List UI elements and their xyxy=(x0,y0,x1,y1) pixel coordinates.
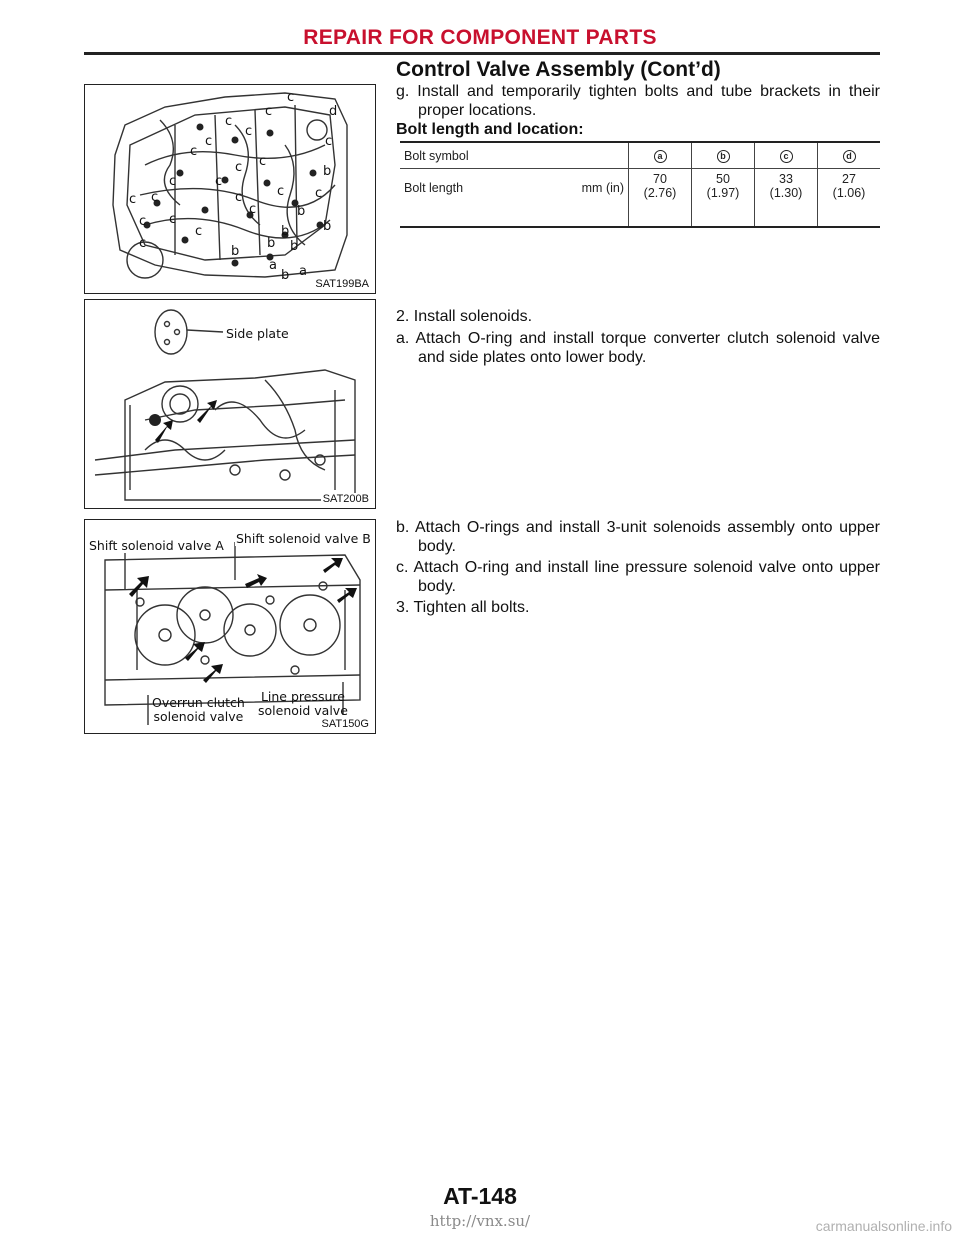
svg-text:c: c xyxy=(169,212,177,227)
svg-text:c: c xyxy=(195,224,203,239)
bolt-length-a: 70 (2.76) xyxy=(629,169,692,228)
step-g-block xyxy=(396,82,880,139)
svg-text:c: c xyxy=(215,174,223,189)
step-2bc-block xyxy=(396,518,880,617)
svg-text:c: c xyxy=(205,134,213,149)
svg-text:c: c xyxy=(129,192,137,207)
bolt-symbol-c: c xyxy=(755,142,818,169)
svg-text:c: c xyxy=(235,190,243,205)
svg-text:b: b xyxy=(297,204,306,219)
step-2: 2. Install solenoids. xyxy=(396,308,533,325)
svg-text:c: c xyxy=(315,186,323,201)
svg-text:b: b xyxy=(267,236,276,251)
watermark: carmanualsonline.info xyxy=(815,1218,952,1234)
line-pressure-line2: solenoid valve xyxy=(258,703,348,718)
step-3: 3. Tighten all bolts. xyxy=(396,599,530,616)
svg-text:c: c xyxy=(277,184,285,199)
svg-text:b: b xyxy=(323,164,332,179)
shift-solenoid-b-label: Shift solenoid valve B xyxy=(236,531,371,546)
overrun-clutch-label xyxy=(151,696,246,724)
svg-text:b: b xyxy=(281,268,290,283)
svg-text:c: c xyxy=(139,214,147,229)
step-2a: a. Attach O-ring and install torque converter clutch solenoid valve and side plates onto lower body. xyxy=(396,330,880,366)
bolt-table xyxy=(400,141,880,228)
svg-text:a: a xyxy=(269,258,277,273)
svg-text:c: c xyxy=(265,104,273,119)
svg-text:c: c xyxy=(151,190,159,205)
header-rule xyxy=(84,52,880,55)
shift-solenoid-a-label: Shift solenoid valve A xyxy=(89,538,224,553)
step-2b: b. Attach O-rings and install 3-unit solenoids assembly onto upper body. xyxy=(396,519,880,555)
svg-text:c: c xyxy=(235,160,243,175)
figure-bolt-locations xyxy=(84,84,376,294)
step-2c: c. Attach O-ring and install line pressure solenoid valve onto upper body. xyxy=(396,559,880,595)
bolt-symbol-d: d xyxy=(818,142,881,169)
figure-code: SAT150G xyxy=(321,718,369,730)
svg-text:b: b xyxy=(281,224,290,239)
bolt-symbol-label: Bolt symbol xyxy=(400,142,629,169)
figure-solenoids xyxy=(84,519,376,734)
svg-text:c: c xyxy=(225,114,233,129)
bolt-length-c: 33 (1.30) xyxy=(755,169,818,228)
bolt-length-b: 50 (1.97) xyxy=(692,169,755,228)
svg-text:c: c xyxy=(245,124,253,139)
svg-text:c: c xyxy=(259,154,267,169)
svg-text:b: b xyxy=(290,239,299,254)
svg-text:c: c xyxy=(287,90,295,105)
bolt-symbol-a: a xyxy=(629,142,692,169)
line-pressure-line1: Line pressure xyxy=(260,689,345,704)
side-plate-label: Side plate xyxy=(226,326,289,341)
svg-text:c: c xyxy=(325,134,333,149)
svg-text:c: c xyxy=(169,174,177,189)
bolt-length-unit: mm (in) xyxy=(514,169,629,228)
valve-body-drawing xyxy=(85,85,375,293)
figure-code: SAT200B xyxy=(322,493,369,505)
header-title: REPAIR FOR COMPONENT PARTS xyxy=(303,26,657,49)
svg-text:c: c xyxy=(190,144,198,159)
bolt-length-label: Bolt length xyxy=(400,169,514,228)
overrun-label-line2: solenoid valve xyxy=(153,709,244,724)
figure-side-plate xyxy=(84,299,376,509)
bolt-length-heading: Bolt length and location: xyxy=(396,121,584,138)
footer-link[interactable]: http://vnx.su/ xyxy=(429,1212,531,1230)
step-g: g. Install and temporarily tighten bolts and tube brackets in their proper locations. xyxy=(396,83,880,119)
bolt-symbol-row xyxy=(400,142,880,169)
section-title: Control Valve Assembly (Cont’d) xyxy=(396,58,721,81)
bolt-length-row xyxy=(400,169,880,228)
svg-text:b: b xyxy=(323,219,332,234)
page-number: AT-148 xyxy=(443,1183,517,1209)
bolt-length-d: 27 (1.06) xyxy=(818,169,881,228)
figure-code: SAT199BA xyxy=(315,278,369,290)
line-pressure-label xyxy=(257,690,349,718)
bolt-symbol-b: b xyxy=(692,142,755,169)
svg-text:b: b xyxy=(231,244,240,259)
overrun-label-line1: Overrun clutch xyxy=(152,695,245,710)
svg-text:a: a xyxy=(299,264,307,279)
step-2-block xyxy=(396,307,880,367)
svg-text:c: c xyxy=(139,236,147,251)
svg-text:c: c xyxy=(249,202,257,217)
svg-text:d: d xyxy=(329,104,338,119)
